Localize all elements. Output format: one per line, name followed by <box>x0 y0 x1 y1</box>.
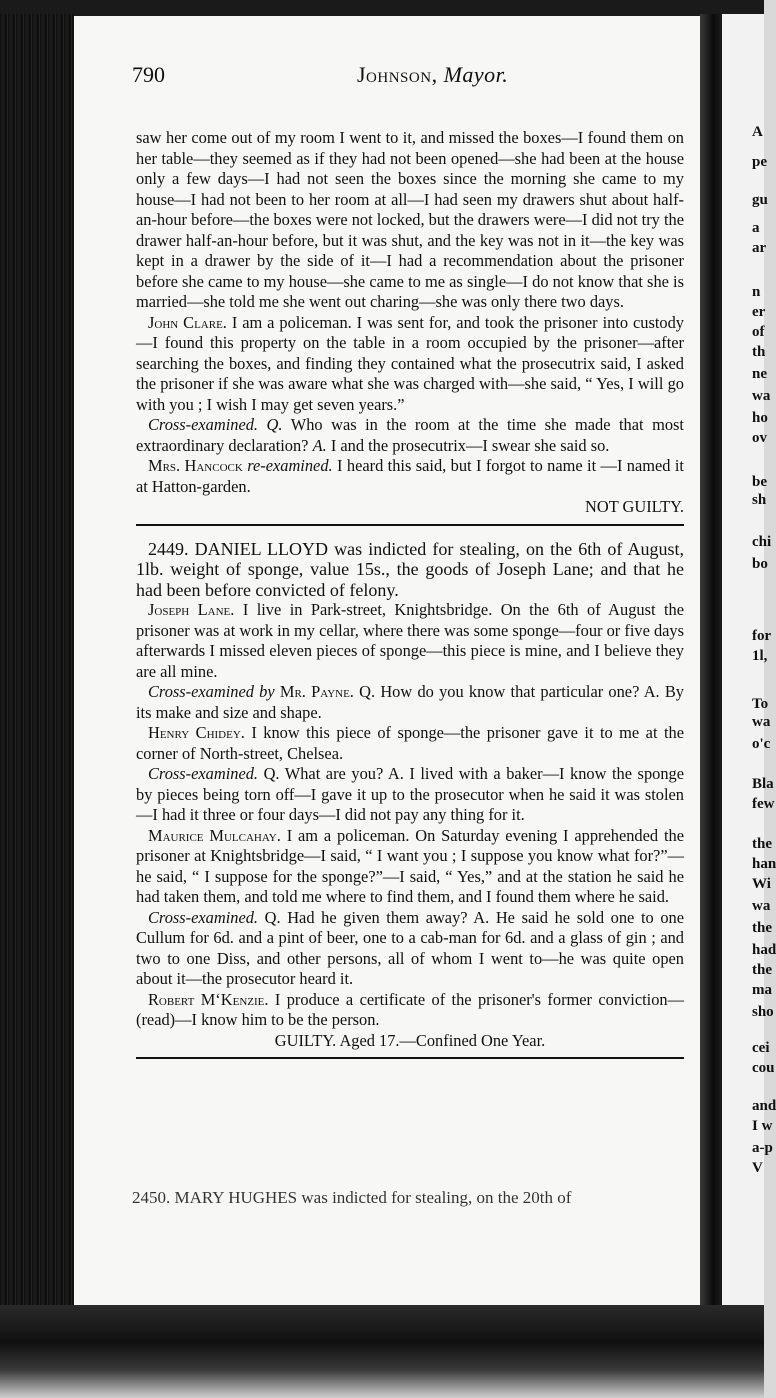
page-header <box>132 62 692 92</box>
facing-page-text: ho <box>752 410 768 426</box>
facing-page-text: Wi <box>752 876 771 892</box>
testimony: I am a policeman. I was sent for, and took the prisoner into custody—I found this property on the table in a room occupied by the prisoner—after searching the boxes, and finding they contained what the prosecutrix said, I asked the prisoner if she was aware what she was charged with—she said, “ Yes, I will go with you ; I wish I may get seven years.” <box>136 312 684 414</box>
facing-page-text: bo <box>752 556 768 572</box>
facing-page-text: A <box>752 124 763 140</box>
paragraph <box>136 723 684 764</box>
facing-page-text: To <box>752 696 769 712</box>
page-number: 790 <box>132 62 165 87</box>
facing-page-text: a-p <box>752 1140 773 1156</box>
testimony: I know this piece of sponge—the prisoner gave it to me at the corner of North-street, Chelsea. <box>136 723 684 763</box>
paragraph <box>136 600 684 682</box>
book-page <box>74 16 700 1308</box>
witness-name: John Clare. <box>148 312 227 332</box>
facing-page-text: had <box>752 942 776 958</box>
cross-examined-label: Cross-examined. <box>148 764 259 783</box>
paragraph: saw her come out of my room I went to it, and missed the boxes—I found them on her table—they seemed as if they had not been opened—she had been at the house only a few days—I had not seen the boxes since the morning she came to my house—I had not been to her room at all—I had seen my drawers shut about half-an-hour before—the boxes were not locked, but the drawers were—I did not try the drawer half-an-hour before, but it was shut, and the key was not in it—the key was kept in a drawer by the side of it—I had a recommendation about the prisoner before she came to my house—she came to me as single—I do not know that she is married—she told me she went out charing—she was only there two days. <box>136 128 684 311</box>
facing-page-text: chi <box>752 534 772 550</box>
page-body <box>136 128 684 1063</box>
facing-page-text: ar <box>752 240 767 256</box>
paragraph <box>136 456 684 497</box>
witness-name: Henry Chidey. <box>148 723 245 742</box>
section-rule <box>136 1057 684 1059</box>
cross-examined-label: Cross-examined by <box>148 682 275 701</box>
verdict-line <box>136 497 684 518</box>
facing-page-text: I w <box>752 1118 773 1134</box>
facing-page-text: sho <box>752 1004 774 1020</box>
book-spine <box>0 14 74 1314</box>
facing-page-text: th <box>752 344 766 360</box>
facing-page-text: cei <box>752 1040 770 1056</box>
case-heading: 2449. DANIEL LLOYD was indicted for stealing, on the 6th of August, 1lb. weight of sponge, value 15s., the goods of Joseph Lane; and that he had been before convicted of felony. <box>136 538 684 600</box>
scan-top-edge <box>0 0 764 16</box>
testimony: I live in Park-street, Knightsbridge. On the 6th of August the prisoner was at work in my cellar, where there was some sponge—four or five days afterwards I missed eleven pieces of sponge—this piece is mine, and I believe they are all mine. <box>136 600 684 681</box>
re-examined-label: re-examined. <box>247 456 333 475</box>
paragraph <box>136 313 684 416</box>
running-head-name: Johnson, <box>357 62 438 87</box>
cross-examined-label: Cross-examined. <box>148 415 259 434</box>
facing-page-text: 1l, <box>752 648 768 664</box>
witness-name: Maurice Mulcahay. <box>148 825 281 845</box>
counsel-name: Mr. Payne. <box>279 682 354 701</box>
verdict: GUILTY. Aged 17.—Confined One Year. <box>274 1030 546 1050</box>
running-head <box>357 62 508 88</box>
section-rule <box>136 524 684 526</box>
testimony: I am a policeman. On Saturday evening I apprehended the prisoner at Knightsbridge—I said, “ I want you ; I suppose you know what for?”—he said, “ I suppose for the sponge?”—I said, “ Yes,” and at the station he said he had taken them, and told me where to find them, and I found them where he said. <box>136 825 684 906</box>
facing-page-text: ne <box>752 366 767 382</box>
witness-name: Joseph Lane. <box>148 600 235 619</box>
facing-page-fragment <box>722 14 776 1314</box>
paragraph <box>136 764 684 826</box>
page-edge-shadow <box>700 14 722 1314</box>
testimony: Q. How do you know that particular one? A. By its make and size and shape. <box>136 682 684 722</box>
facing-page-text: the <box>752 962 772 978</box>
facing-page-text: wa <box>752 714 771 730</box>
facing-page-text: the <box>752 836 772 852</box>
facing-page-text: ov <box>752 430 767 446</box>
paragraph <box>136 415 684 456</box>
answer-label: A. <box>312 435 327 455</box>
facing-page-text: han <box>752 856 776 872</box>
paragraph <box>136 826 684 908</box>
witness-name: Robert M‘Kenzie. <box>148 989 269 1009</box>
testimony: Q. What are you? A. I lived with a baker—I know the sponge by pieces being torn off—I gave it up to the prosecutor when he said it was stolen—I had it three or four days—I did not pay any thing for it. <box>136 764 684 824</box>
running-head-title: Mayor. <box>443 62 509 87</box>
facing-page-text: wa <box>752 388 771 404</box>
question-text: Who was in the room at the time she made that most extraordinary declaration? <box>136 415 684 455</box>
facing-page-text: a <box>752 220 760 236</box>
paragraph <box>136 990 684 1031</box>
question-label: Q. <box>266 415 283 434</box>
facing-page-text: few <box>752 796 775 812</box>
facing-page-text: the <box>752 920 772 936</box>
facing-page-text: n <box>752 284 761 300</box>
facing-page-text: of <box>752 324 765 340</box>
facing-page-text: sh <box>752 492 767 508</box>
cross-examined-label: Cross-examined. <box>148 907 259 927</box>
facing-page-text: ma <box>752 982 772 998</box>
testimony: Q. Had he given them away? A. He said he sold one to one Cullum for 6d. and a pint of beer, one to a cab-man for 6d. and a glass of gin ; and two to one Diss, and other persons, all of whom I went to—he was quite open about it—the prosecutor heard it. <box>136 907 684 988</box>
facing-page-text: Bla <box>752 776 774 792</box>
facing-page-text: for <box>752 628 772 644</box>
facing-page-text: wa <box>752 898 771 914</box>
testimony: I produce a certificate of the prisoner's former conviction—(read)—I know him to be the person. <box>136 989 684 1029</box>
facing-page-text: o'c <box>752 736 771 752</box>
answer-text: I and the prosecutrix—I swear she said so. <box>330 435 610 455</box>
facing-page-text: gu <box>752 192 768 208</box>
facing-page-text: V <box>752 1160 763 1176</box>
paragraph <box>136 682 684 723</box>
facing-page-text: cou <box>752 1060 775 1076</box>
facing-page-text: pe <box>752 154 767 170</box>
verdict: NOT GUILTY. <box>585 497 684 516</box>
facing-page-text: be <box>752 474 767 490</box>
witness-name: Mrs. Hancock <box>148 456 243 475</box>
facing-page-text: er <box>752 304 766 320</box>
testimony: I heard this said, but I forgot to name it —I named it at Hatton-garden. <box>136 456 684 496</box>
facing-page-text: and <box>752 1098 776 1114</box>
scan-bottom-edge <box>0 1305 764 1398</box>
paragraph <box>136 908 684 990</box>
next-case-heading: 2450. MARY HUGHES was indicted for stealing, on the 20th of <box>132 1188 572 1207</box>
